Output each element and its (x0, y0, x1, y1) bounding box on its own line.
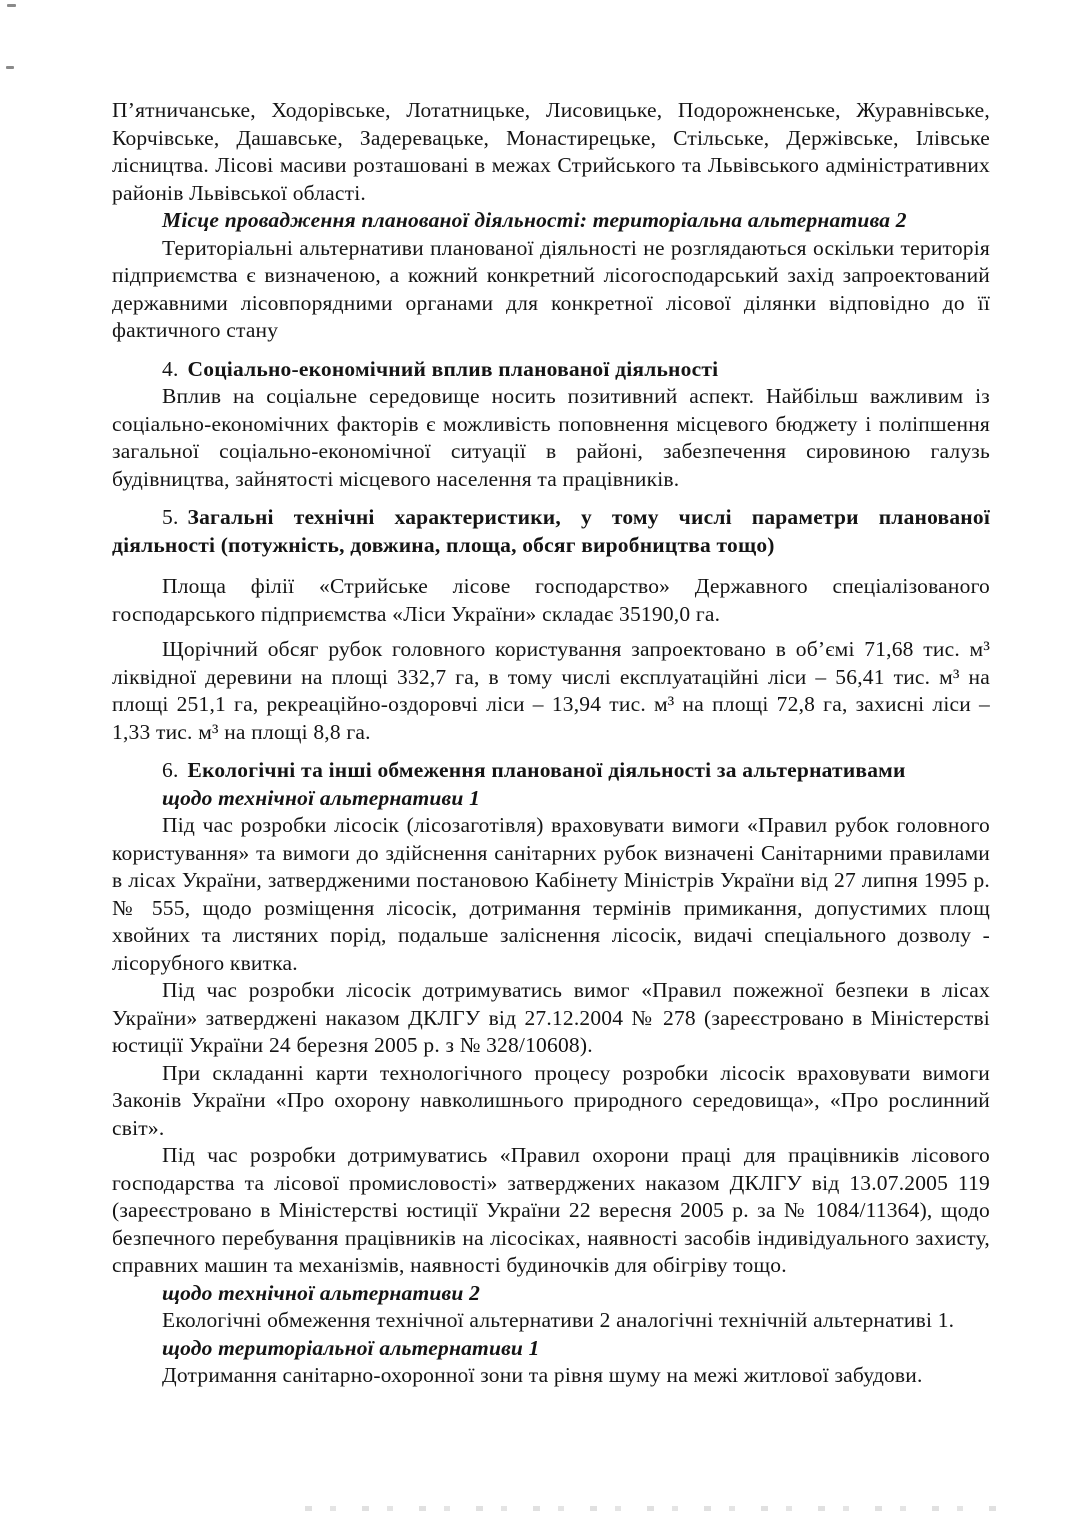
section-heading-5 (112, 504, 990, 559)
paragraph-forestry-list: П’ятничанське, Ходорівське, Лотатницьке, Лисовицьке, Подорожненське, Журавнівське, Корчівське, Дашавське, Задеревацьке, Монастирецьке, Стільське, Держівське, Ілівське лісництва. Лісові масиви розташовані в межах Стрийського та Львівського адміністративних районів Львівської області. (112, 98, 990, 205)
paragraph-annual-logging-volume: Щорічний обсяг рубок головного користування запроектовано в об’ємі 71,68 тис. м³ ліквідної деревини на площі 332,7 га, в тому числі експлуатаційні ліси – 56,41 тис. м³ на площі 251,1 га, рекреаційно-оздоровчі ліси – 13,94 тис. м³ на площі 72,8 га, захисні ліси – 1,33 тис. м³ на площі 8,8 га. (112, 637, 990, 744)
subheading-territorial-alternative-1: щодо територіальної альтернативи 1 (162, 1335, 540, 1360)
paragraph-labor-protection-rules: Під час розробки дотримуватись «Правил охорони праці для працівників лісового господарства та лісової промисловості» затверджених наказом ДКЛГУ від 13.07.2005 119 (зареєстровано в Міністерстві юстиції України 22 вересня 2005 р. за № 1084/11364), щодо безпечного перебування працівників на лісосіках, наявності засобів індивідуального захисту, справних машин та механізмів, наявності будиночків для обігріву тощо. (112, 1143, 990, 1277)
paragraph-territorial-alternatives: Територіальні альтернативи планованої діяльності не розглядаються оскільки територія підприємства є визначеною, а кожний конкретний лісогосподарський захід запроектований державними лісовпорядними органами для конкретної лісової ділянки відповідно до її фактичного стану (112, 235, 990, 342)
section-heading-4 (112, 356, 990, 384)
paragraph-logging-rules: Під час розробки лісосік (лісозаготівля) враховувати вимоги «Правил рубок головного користування» та вимоги до здійснення санітарних рубок визначені Санітарними правилами в лісах України, затвердженими постановою Кабінету Міністрів України від 27 липня 1995 р. № 555, щодо розміщення лісосік, дотримання термінів примикання, допустимих площ хвойних та листяних порід, подальше заліснення лісосік, видачі спеціального дозволу - лісорубного квитка. (112, 813, 990, 975)
heading-location-territorial-alternative-2: Місце провадження планованої діяльності: територіальна альтернатива 2 (162, 208, 907, 232)
scan-artifact-mark (6, 66, 14, 69)
paragraph-fire-safety-rules: Під час розробки лісосік дотримуватись вимог «Правил пожежної безпеки в лісах України» затверджені наказом ДКЛГУ від 27.12.2004 № 278 (зареєстровано в Міністерстві юстиції України 24 березня 2005 р. з № 328/10608). (112, 978, 990, 1057)
document-text-block (112, 97, 990, 1390)
scan-artifact-mark (7, 4, 16, 7)
subheading-technical-alternative-1: щодо технічної альтернативи 1 (162, 785, 481, 810)
section-heading-6 (112, 757, 990, 785)
section-heading-text: Екологічні та інші обмеження планованої діяльності за альтернативами (187, 758, 906, 782)
paragraph-technological-process-map: При складанні карти технологічного процесу розробки лісосік враховувати вимоги Законів України «Про охорону навколишнього природного середовища», «Про рослинний світ». (112, 1060, 990, 1140)
section-heading-text: Соціально-економічний вплив планованої діяльності (187, 356, 719, 381)
paragraph-social-economic-impact: Вплив на соціальне середовище носить позитивний аспект. Найбільш важливим із соціально-економічних факторів є можливість поповнення місцевого бюджету і поліпшення загальної соціально-економічної ситуації в районі, забезпечення сировиною галузь будівництва, зайнятості місцевого населення та працівників. (112, 384, 990, 491)
section-heading-text: Загальні технічні характеристики, у тому числі параметри планованої діяльності (потужність, довжина, площа, обсяг виробництва тощо) (112, 505, 990, 557)
section-number: 4. (162, 356, 179, 381)
paragraph-ecological-restrictions-alt-2: Екологічні обмеження технічної альтернативи 2 аналогічні технічній альтернативі 1. (162, 1308, 955, 1332)
scan-artifact-bottom-edge (305, 1506, 1010, 1511)
section-number: 5. (162, 505, 179, 529)
paragraph-branch-area: Площа філії «Стрийське лісове господарство» Державного спеціалізованого господарського підприємства «Ліси України» складає 35190,0 га. (112, 574, 990, 626)
subheading-technical-alternative-2: щодо технічної альтернативи 2 (162, 1280, 481, 1305)
paragraph-sanitary-zone-compliance: Дотримання санітарно-охоронної зони та рівня шуму на межі житлової забудови. (162, 1363, 923, 1387)
section-number: 6. (162, 758, 179, 782)
